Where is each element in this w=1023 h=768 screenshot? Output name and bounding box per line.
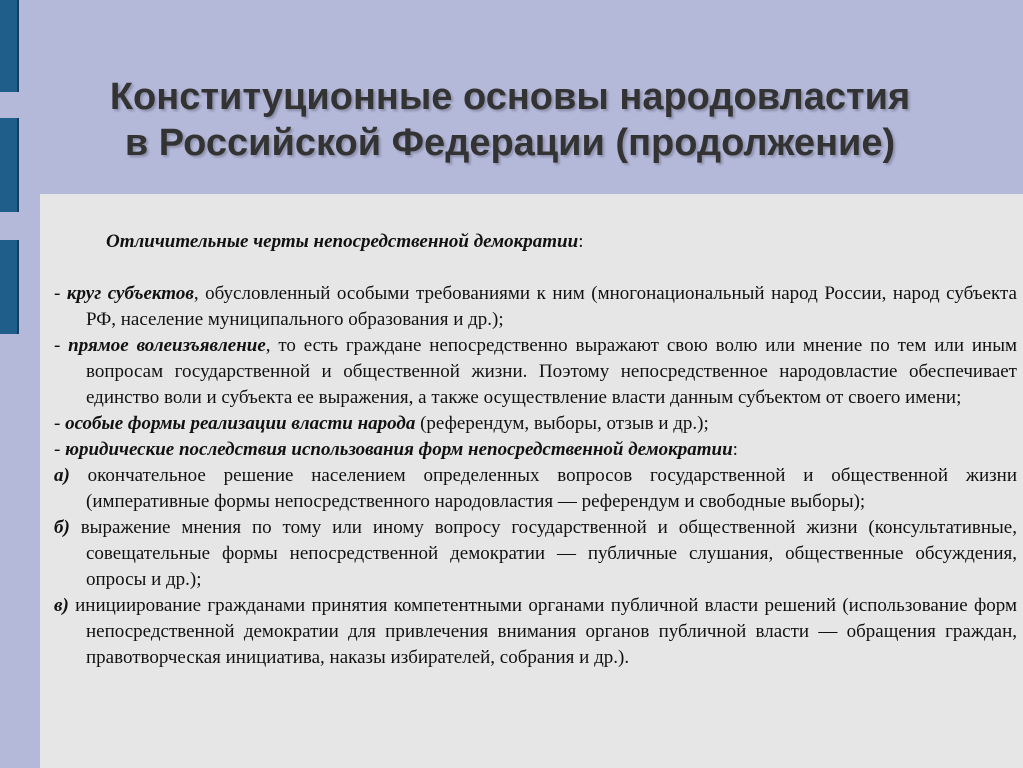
item-prefix: - — [54, 439, 66, 460]
list-item-direct-expression — [54, 333, 1017, 411]
item-text: , то есть граждане непосредственно выражают свою волю или мнение по тем или иным вопросам государственной и общественной жизни. Поэтому непосредственное народовластие обеспечивает единство воли и субъекта ее выражения, а также осуществление власти данным субъектом от своего имени; — [86, 335, 1018, 408]
sub-item-c — [54, 593, 1017, 671]
sub-item-a — [54, 463, 1017, 515]
item-text: (референдум, выборы, отзыв и др.); — [415, 413, 709, 434]
item-text: выражение мнения по тому или иному вопросу государственной и общественной жизни (консультативные, совещательные формы непосредственной демократии — публичные слушания, общественные обсуждения, опросы и др.); — [69, 517, 1017, 590]
list-item-special-forms — [54, 411, 1017, 437]
list-item-subjects — [54, 281, 1017, 333]
sub-item-marker: в) — [54, 595, 69, 616]
item-term: юридические последствия использования форм непосредственной демократии — [65, 439, 733, 460]
item-prefix: - — [54, 413, 66, 434]
list-item-legal-consequences — [54, 437, 1017, 463]
decorative-side-bar-bottom — [0, 240, 19, 334]
sub-item-marker: а) — [54, 465, 70, 486]
item-text: : — [732, 439, 738, 460]
subtitle-colon: : — [578, 231, 584, 252]
content-subtitle — [54, 229, 1017, 255]
item-term: круг субъектов — [66, 283, 194, 304]
item-text: окончательное решение населением определенных вопросов государственной и общественной жизни (императивные формы непосредственного народовластия — референдум и свободные выборы); — [69, 465, 1017, 512]
subtitle-text: Отличительные черты непосредственной демократии — [106, 231, 579, 252]
item-term: прямое волеизъявление — [68, 335, 266, 356]
item-term: особые формы реализации власти народа — [65, 413, 416, 434]
decorative-side-bar-top — [0, 0, 19, 92]
item-text: инициирование гражданами принятия компетентными органами публичной власти решений (использование форм непосредственной демократии для привлечения внимания органов публичной власти — обращения граждан, правотворческая инициатива, наказы избирателей, собрания и др.). — [68, 595, 1017, 668]
sub-item-marker: б) — [54, 517, 70, 538]
item-prefix: - — [54, 283, 67, 304]
sub-item-b — [54, 515, 1017, 593]
item-prefix: - — [54, 335, 69, 356]
slide-title-line-2: в Российской Федерации (продолжение) — [124, 122, 896, 164]
slide-title — [40, 74, 980, 166]
item-text: , обусловленный особыми требованиями к ним (многонациональный народ России, народ субъекта РФ, население муниципального образования и др.); — [86, 283, 1017, 330]
decorative-side-bar-middle — [0, 118, 19, 212]
slide-title-line-1: Конституционные основы народовластия — [109, 76, 911, 118]
content-box — [40, 194, 1023, 768]
